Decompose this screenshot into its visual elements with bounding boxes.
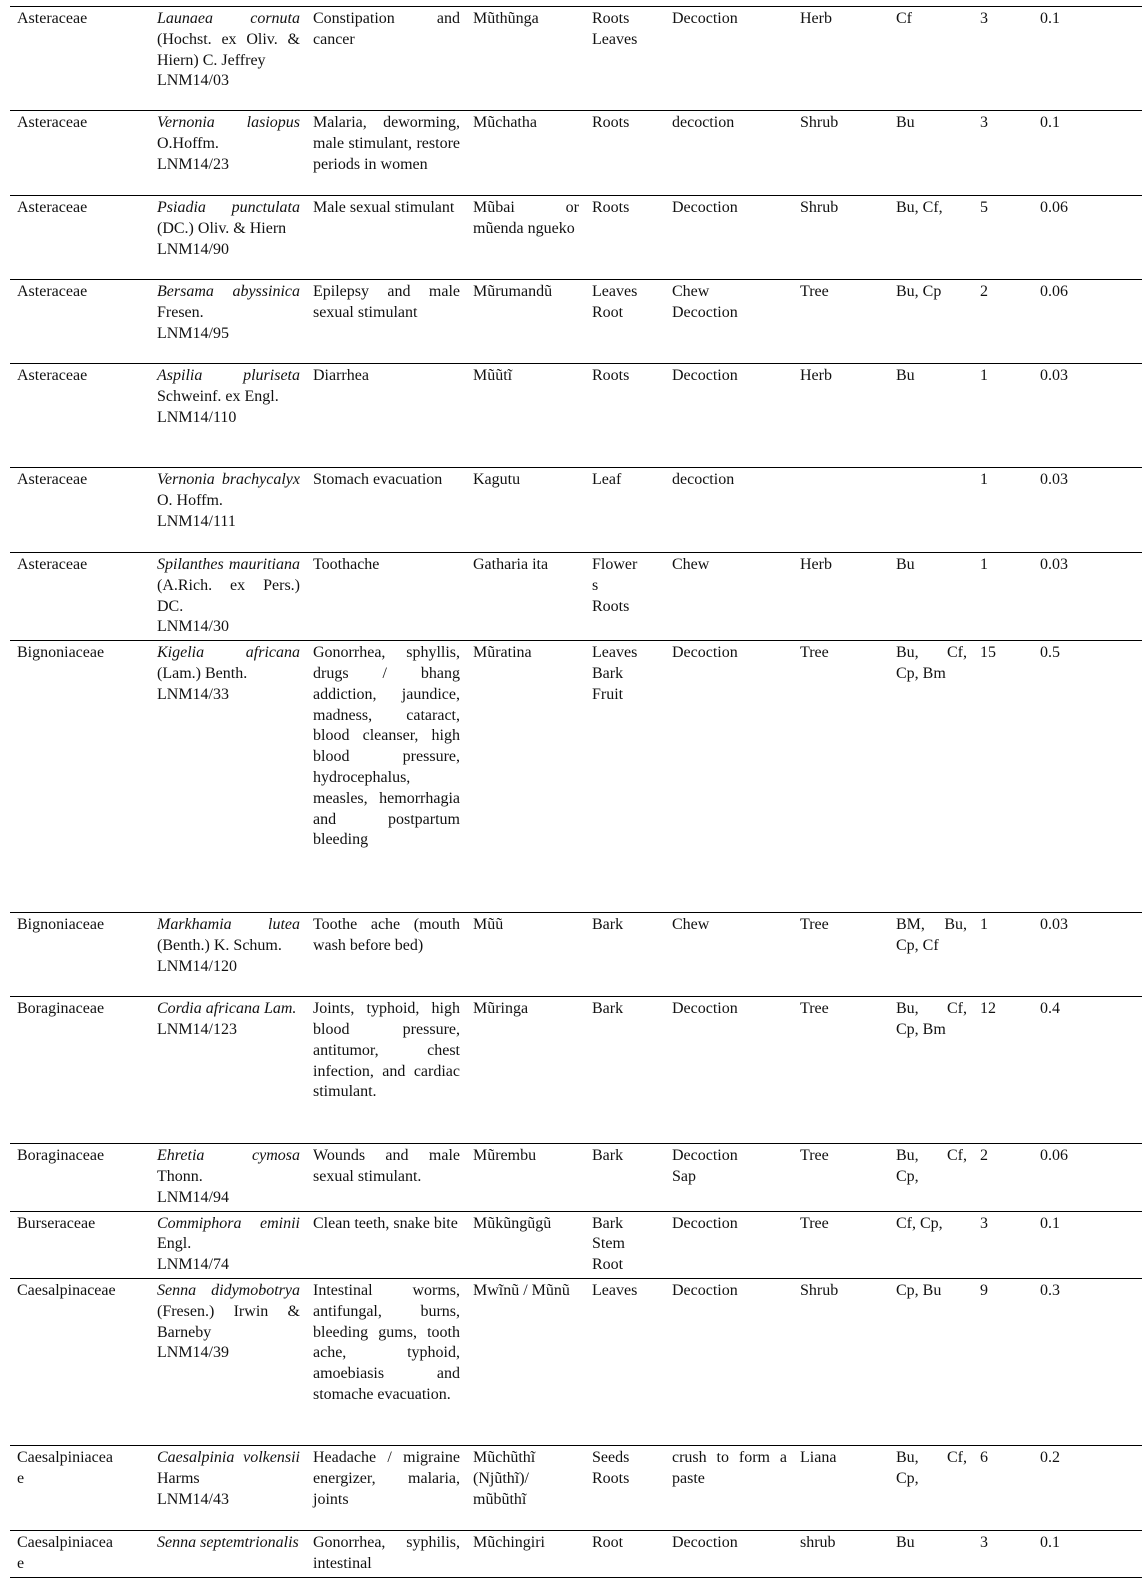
ufl-cell: 0.03 bbox=[1040, 471, 1068, 488]
habit-cell: Tree bbox=[800, 916, 829, 934]
habit-cell: Herb bbox=[800, 10, 832, 27]
local-name-cell: Gatharia ita bbox=[473, 556, 549, 573]
locality-cell bbox=[889, 468, 973, 553]
locality-cell: Bu bbox=[896, 1533, 915, 1551]
ufl-cell: 0.03 bbox=[1040, 367, 1068, 384]
table-row bbox=[10, 280, 1142, 364]
family-cell: Asteraceae bbox=[17, 114, 88, 131]
preparation-cell: decoction bbox=[672, 471, 735, 488]
voucher-number: LNM14/30 bbox=[157, 618, 229, 636]
uses-cell: Toothe ache (mouth wash before bed) bbox=[313, 916, 460, 954]
uses-cell: Epilepsy and male sexual stimulant bbox=[313, 283, 460, 321]
species-authority: Harms bbox=[157, 1469, 200, 1487]
parts-used-cell: Leaves Root bbox=[592, 283, 638, 321]
local-name-cell: Mũbai or mũenda ngueko bbox=[473, 199, 579, 237]
species-authority: (Benth.) K. Schum. bbox=[157, 936, 282, 954]
preparation-cell: Chew bbox=[672, 556, 710, 573]
frequency-cell: 1 bbox=[980, 916, 988, 934]
species-cell bbox=[150, 1445, 306, 1530]
habit-cell: Tree bbox=[800, 1000, 829, 1018]
local-name-cell: Mwĩnũ / Mũnũ bbox=[473, 1281, 570, 1299]
voucher-number: LNM14/03 bbox=[157, 72, 229, 90]
uses-cell: Gonorrhea, syphilis, intestinal bbox=[313, 1533, 460, 1572]
habit-cell: Tree bbox=[800, 283, 829, 300]
table-row bbox=[10, 1445, 1142, 1530]
frequency-cell: 6 bbox=[980, 1448, 988, 1466]
family-cell: Asteraceae bbox=[17, 367, 88, 384]
habit-cell: Tree bbox=[800, 1214, 829, 1232]
species-authority: O. Hoffm. bbox=[157, 491, 223, 509]
habit-cell: Shrub bbox=[800, 199, 839, 216]
parts-used-cell: Roots bbox=[592, 367, 630, 384]
uses-cell: Stomach evacuation bbox=[313, 471, 443, 488]
local-name-cell: Mũũtĩ bbox=[473, 367, 513, 384]
locality-cell: Bu bbox=[896, 556, 915, 573]
family-cell: Asteraceae bbox=[17, 199, 88, 216]
voucher-number: LNM14/120 bbox=[157, 957, 237, 975]
table-row bbox=[10, 1144, 1142, 1211]
ufl-cell: 0.03 bbox=[1040, 916, 1068, 934]
locality-cell: Cp, Bu bbox=[896, 1281, 942, 1299]
local-name-cell: Mũratina bbox=[473, 644, 532, 662]
voucher-number: LNM14/95 bbox=[157, 324, 229, 342]
frequency-cell: 3 bbox=[980, 114, 988, 131]
habit-cell: Shrub bbox=[800, 114, 839, 131]
family-cell: Caesalpiniacea e bbox=[17, 1448, 113, 1487]
locality-cell: Bu, Cp bbox=[896, 283, 942, 300]
species-name: Ehretia cymosa bbox=[157, 1147, 300, 1165]
local-name-cell: Mũchatha bbox=[473, 114, 537, 131]
ufl-cell: 0.1 bbox=[1040, 114, 1060, 131]
local-name-cell: Mũchingiri bbox=[473, 1533, 545, 1551]
family-cell: Caesalpiniacea e bbox=[17, 1533, 113, 1572]
species-cell bbox=[150, 1211, 306, 1278]
species-authority: O.Hoffm. bbox=[157, 134, 219, 152]
voucher-number: LNM14/90 bbox=[157, 240, 229, 258]
parts-used-cell: Bark bbox=[592, 1000, 624, 1018]
parts-used-cell: Root bbox=[592, 1533, 624, 1551]
species-cell bbox=[150, 1278, 306, 1445]
ufl-cell: 0.2 bbox=[1040, 1448, 1060, 1466]
ethnobotany-table bbox=[10, 6, 1142, 1578]
voucher-number: LNM14/43 bbox=[157, 1490, 229, 1508]
preparation-cell: Chew Decoction bbox=[672, 283, 738, 321]
uses-cell: Toothache bbox=[313, 556, 380, 573]
preparation-cell: Decoction bbox=[672, 1281, 738, 1299]
ufl-cell: 0.06 bbox=[1040, 199, 1068, 216]
uses-cell: Wounds and male sexual stimulant. bbox=[313, 1147, 460, 1185]
species-authority: Engl. bbox=[157, 1235, 192, 1253]
habit-cell: Liana bbox=[800, 1448, 837, 1466]
species-name: Spilanthes mauritiana bbox=[157, 556, 300, 573]
species-name: Bersama abyssinica bbox=[157, 283, 300, 300]
species-authority: (DC.) Oliv. & Hiern bbox=[157, 219, 287, 237]
parts-used-cell: Bark bbox=[592, 916, 624, 934]
preparation-cell: decoction bbox=[672, 114, 735, 131]
voucher-number: LNM14/33 bbox=[157, 685, 229, 703]
family-cell: Asteraceae bbox=[17, 556, 88, 573]
ufl-cell: 0.3 bbox=[1040, 1281, 1060, 1299]
voucher-number: LNM14/111 bbox=[157, 512, 236, 530]
table-row bbox=[10, 641, 1142, 913]
species-name: Vernonia brachycalyx bbox=[157, 471, 300, 488]
table-row bbox=[10, 913, 1142, 997]
preparation-cell: Decoction bbox=[672, 1533, 738, 1551]
parts-used-cell: Seeds Roots bbox=[592, 1448, 630, 1487]
local-name-cell: Kagutu bbox=[473, 471, 521, 488]
species-name: Aspilia pluriseta bbox=[157, 367, 300, 384]
locality-cell: Bu, Cf, Cp, bbox=[896, 1147, 967, 1185]
voucher-number: LNM14/110 bbox=[157, 408, 237, 426]
species-name: Cordia africana Lam. bbox=[157, 1000, 297, 1018]
frequency-cell: 9 bbox=[980, 1281, 988, 1299]
species-cell bbox=[150, 7, 306, 111]
parts-used-cell: Roots bbox=[592, 114, 630, 131]
table-row bbox=[10, 553, 1142, 641]
uses-cell: Male sexual stimulant bbox=[313, 199, 455, 216]
species-name: Launaea cornuta bbox=[157, 10, 300, 27]
preparation-cell: Decoction bbox=[672, 644, 738, 662]
species-name: Markhamia lutea bbox=[157, 916, 300, 934]
species-name: Caesalpinia volkensii bbox=[157, 1448, 300, 1466]
species-authority: Schweinf. ex Engl. bbox=[157, 387, 279, 405]
species-cell bbox=[150, 553, 306, 641]
parts-used-cell: Leaves bbox=[592, 1281, 638, 1299]
ufl-cell: 0.06 bbox=[1040, 283, 1068, 300]
preparation-cell: Decoction bbox=[672, 1000, 738, 1018]
table-row bbox=[10, 7, 1142, 111]
frequency-cell: 5 bbox=[980, 199, 988, 216]
family-cell: Boraginaceae bbox=[17, 1147, 105, 1165]
ufl-cell: 0.1 bbox=[1040, 1214, 1060, 1232]
ufl-cell: 0.03 bbox=[1040, 556, 1068, 573]
species-cell bbox=[150, 364, 306, 468]
table-row bbox=[10, 1530, 1142, 1577]
parts-used-cell: Leaf bbox=[592, 471, 622, 488]
locality-cell: Bu, Cf, Cp, Bm bbox=[896, 1000, 967, 1038]
locality-cell: BM, Bu, Cp, Cf bbox=[896, 916, 967, 954]
ufl-cell: 0.06 bbox=[1040, 1147, 1068, 1165]
family-cell: Asteraceae bbox=[17, 283, 88, 300]
locality-cell: Bu bbox=[896, 114, 915, 131]
locality-cell: Cf bbox=[896, 10, 912, 27]
preparation-cell: Decoction bbox=[672, 199, 738, 216]
uses-cell: Malaria, deworming, male stimulant, restore periods in women bbox=[313, 114, 460, 173]
frequency-cell: 1 bbox=[980, 471, 988, 488]
uses-cell: Headache / migraine energizer, malaria, joints bbox=[313, 1448, 460, 1508]
preparation-cell: Chew bbox=[672, 916, 710, 934]
uses-cell: Diarrhea bbox=[313, 367, 369, 384]
local-name-cell: Mũthũnga bbox=[473, 10, 539, 27]
table-row bbox=[10, 1211, 1142, 1278]
habit-cell: Shrub bbox=[800, 1281, 839, 1299]
species-authority: (Lam.) Benth. bbox=[157, 664, 248, 682]
preparation-cell: Decoction bbox=[672, 1214, 738, 1232]
species-authority: Fresen. bbox=[157, 303, 204, 321]
species-name: Psiadia punctulata bbox=[157, 199, 300, 216]
locality-cell: Bu bbox=[896, 367, 915, 384]
preparation-cell: Decoction Sap bbox=[672, 1147, 738, 1185]
voucher-number: LNM14/39 bbox=[157, 1344, 229, 1362]
ufl-cell: 0.4 bbox=[1040, 1000, 1060, 1018]
ufl-cell: 0.5 bbox=[1040, 644, 1060, 662]
table-row bbox=[10, 1278, 1142, 1445]
species-cell bbox=[150, 111, 306, 196]
frequency-cell: 3 bbox=[980, 1214, 988, 1232]
family-cell: Asteraceae bbox=[17, 471, 88, 488]
family-cell: Bignoniaceae bbox=[17, 916, 105, 934]
ufl-cell: 0.1 bbox=[1040, 10, 1060, 27]
table-row bbox=[10, 111, 1142, 196]
uses-cell: Intestinal worms, antifungal, burns, bleeding gums, tooth ache, typhoid, amoebiasis and stomache evacuation. bbox=[313, 1281, 460, 1403]
table-body bbox=[10, 7, 1142, 1578]
frequency-cell: 2 bbox=[980, 1147, 988, 1165]
locality-cell: Bu, Cf, Cp, Bm bbox=[896, 644, 967, 682]
preparation-cell: crush to form a paste bbox=[672, 1448, 787, 1487]
species-name: Vernonia lasiopus bbox=[157, 114, 300, 131]
habit-cell: Herb bbox=[800, 556, 832, 573]
family-cell: Burseraceae bbox=[17, 1214, 96, 1232]
parts-used-cell: Roots bbox=[592, 199, 630, 216]
family-cell: Asteraceae bbox=[17, 10, 88, 27]
table-row bbox=[10, 997, 1142, 1144]
habit-cell bbox=[793, 468, 889, 553]
locality-cell: Bu, Cf, bbox=[896, 199, 943, 216]
habit-cell: shrub bbox=[800, 1533, 836, 1551]
locality-cell: Bu, Cf, Cp, bbox=[896, 1448, 967, 1487]
parts-used-cell: Leaves Bark Fruit bbox=[592, 644, 638, 703]
parts-used-cell: Bark Stem Root bbox=[592, 1214, 625, 1274]
uses-cell: Clean teeth, snake bite bbox=[313, 1214, 458, 1232]
parts-used-cell: Bark bbox=[592, 1147, 624, 1165]
species-cell bbox=[150, 196, 306, 280]
document-page bbox=[10, 6, 1142, 1578]
species-name: Senna didymobotrya bbox=[157, 1281, 300, 1299]
species-cell bbox=[150, 641, 306, 913]
frequency-cell: 2 bbox=[980, 283, 988, 300]
species-name: Kigelia africana bbox=[157, 644, 300, 662]
species-authority: (Fresen.) Irwin & Barneby bbox=[157, 1302, 300, 1341]
family-cell: Boraginaceae bbox=[17, 1000, 105, 1018]
voucher-number: LNM14/74 bbox=[157, 1256, 229, 1274]
uses-cell: Constipation and cancer bbox=[313, 10, 460, 48]
species-cell bbox=[150, 997, 306, 1144]
frequency-cell: 3 bbox=[980, 10, 988, 27]
parts-used-cell: Roots Leaves bbox=[592, 10, 638, 48]
species-name: Commiphora eminii bbox=[157, 1214, 300, 1232]
local-name-cell: Mũringa bbox=[473, 1000, 529, 1018]
species-authority: (A.Rich. ex Pers.) DC. bbox=[157, 576, 300, 615]
local-name-cell: Mũrumandũ bbox=[473, 283, 553, 300]
frequency-cell: 12 bbox=[980, 1000, 996, 1018]
locality-cell: Cf, Cp, bbox=[896, 1214, 943, 1232]
voucher-number: LNM14/123 bbox=[157, 1020, 237, 1038]
uses-cell: Joints, typhoid, high blood pressure, antitumor, chest infection, and cardiac stimulant. bbox=[313, 1000, 460, 1101]
voucher-number: LNM14/94 bbox=[157, 1188, 229, 1206]
frequency-cell: 1 bbox=[980, 367, 988, 384]
preparation-cell: Decoction bbox=[672, 367, 738, 384]
table-row bbox=[10, 364, 1142, 468]
local-name-cell: Mũrembu bbox=[473, 1147, 537, 1165]
species-authority: (Hochst. ex Oliv. & Hiern) C. Jeffrey bbox=[157, 30, 300, 69]
habit-cell: Tree bbox=[800, 644, 829, 662]
habit-cell: Tree bbox=[800, 1147, 829, 1165]
frequency-cell: 15 bbox=[980, 644, 996, 662]
habit-cell: Herb bbox=[800, 367, 832, 384]
parts-used-cell: Flower s Roots bbox=[592, 556, 638, 615]
species-name: Senna septemtrionalis bbox=[157, 1533, 299, 1551]
species-cell bbox=[150, 913, 306, 997]
uses-cell: Gonorrhea, sphyllis, drugs / bhang addiction, jaundice, madness, cataract, blood cleanser, high blood pressure, hydrocephalus, measles, hemorrhagia and postpartum bleeding bbox=[313, 644, 460, 849]
preparation-cell: Decoction bbox=[672, 10, 738, 27]
table-row bbox=[10, 468, 1142, 553]
family-cell: Caesalpinaceae bbox=[17, 1281, 116, 1299]
table-row bbox=[10, 196, 1142, 280]
species-cell bbox=[150, 1530, 306, 1577]
ufl-cell: 0.1 bbox=[1040, 1533, 1060, 1551]
frequency-cell: 3 bbox=[980, 1533, 988, 1551]
local-name-cell: Mũkũngũgũ bbox=[473, 1214, 552, 1232]
voucher-number: LNM14/23 bbox=[157, 155, 229, 173]
local-name-cell: Mũchũthĩ (Njũthĩ)/ mũbũthĩ bbox=[473, 1448, 536, 1508]
species-cell bbox=[150, 280, 306, 364]
species-cell bbox=[150, 468, 306, 553]
frequency-cell: 1 bbox=[980, 556, 988, 573]
local-name-cell: Mũũ bbox=[473, 916, 504, 934]
family-cell: Bignoniaceae bbox=[17, 644, 105, 662]
species-authority: Thonn. bbox=[157, 1167, 203, 1185]
species-cell bbox=[150, 1144, 306, 1211]
